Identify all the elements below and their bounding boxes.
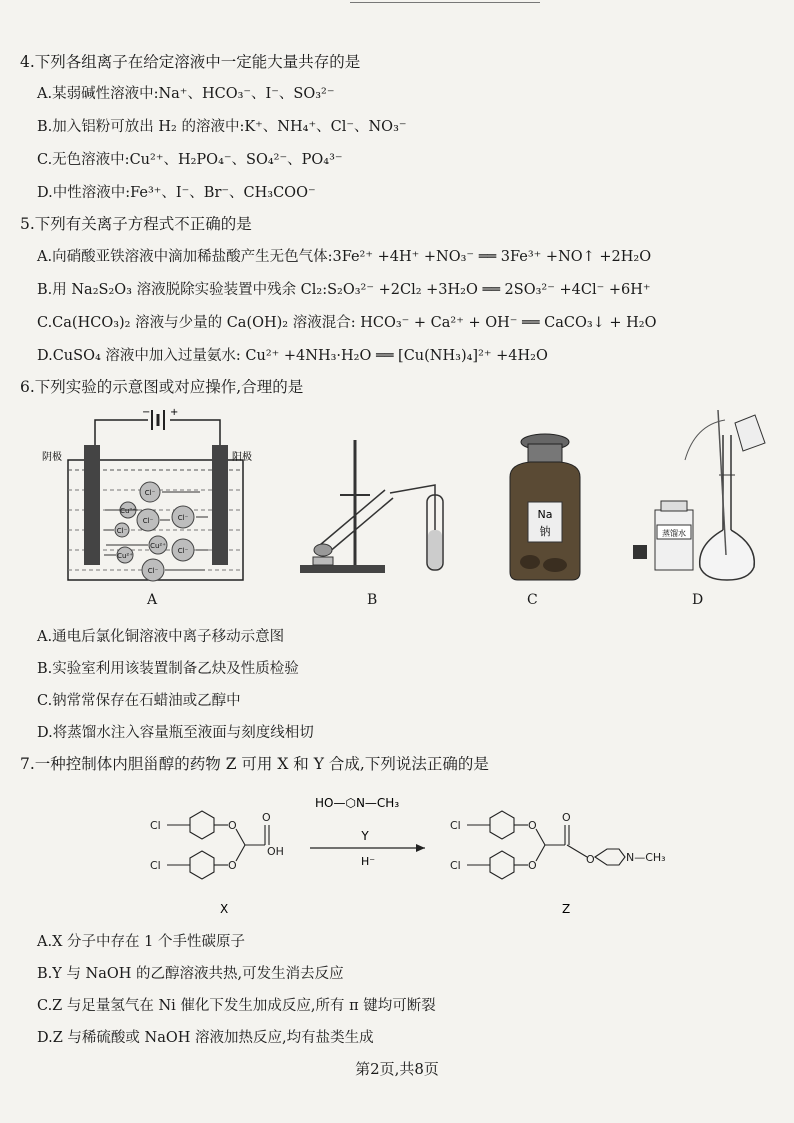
q7-option-b: B.Y 与 NaOH 的乙醇溶液共热,可发生消去反应 xyxy=(37,966,344,982)
q6-stem: 6.下列实验的示意图或对应操作,合理的是 xyxy=(20,378,304,396)
figure-d-volumetric-flask xyxy=(625,405,770,585)
z-cl-2: Cl xyxy=(450,859,461,872)
q6-option-a: A.通电后氯化铜溶液中离子移动示意图 xyxy=(37,629,285,645)
figure-a-label: A xyxy=(147,592,158,608)
q4-option-c: C.无色溶液中:Cu²⁺、H₂PO₄⁻、SO₄²⁻、PO₄³⁻ xyxy=(37,152,343,168)
figure-c-sodium-bottle xyxy=(500,432,590,582)
figure-b-label: B xyxy=(367,592,378,608)
q6-option-c: C.钠常常保存在石蜡油或乙醇中 xyxy=(37,693,241,709)
minus-sign: − xyxy=(142,407,151,418)
z-cl-1: Cl xyxy=(450,819,461,832)
anode-label: 阳极 xyxy=(232,452,252,463)
sodium-symbol: Na xyxy=(537,508,553,521)
q4-option-b: B.加入铝粉可放出 H₂ 的溶液中:K⁺、NH₄⁺、Cl⁻、NO₃⁻ xyxy=(37,119,407,135)
figure-a-electrolysis xyxy=(40,405,270,590)
cl-ion-label: Cl⁻ xyxy=(177,514,189,522)
sodium-name: 钠 xyxy=(539,525,551,538)
x-o-2: O xyxy=(228,859,237,872)
x-cl-2: Cl xyxy=(150,859,161,872)
cl-ion-label: Cl⁻ xyxy=(177,547,189,555)
cl-ion-label: Cl⁻ xyxy=(144,489,156,497)
page-footer: 第2页,共8页 xyxy=(355,1060,439,1078)
figure-d-label: D xyxy=(692,592,704,608)
figure-c-label: C xyxy=(527,592,538,608)
z-carbonyl-o: O xyxy=(562,811,571,824)
q6-option-b: B.实验室利用该装置制备乙炔及性质检验 xyxy=(37,661,299,677)
z-o-2: O xyxy=(528,859,537,872)
q5-stem: 5.下列有关离子方程式不正确的是 xyxy=(20,215,252,233)
cl-ion-label: Cl⁻ xyxy=(116,527,128,535)
q4-stem: 4.下列各组离子在给定溶液中一定能大量共存的是 xyxy=(20,53,361,71)
q5-option-a: A.向硝酸亚铁溶液中滴加稀盐酸产生无色气体:3Fe²⁺ +4H⁺ +NO₃⁻ ══ 3Fe³⁺ +NO↑ +2H₂O xyxy=(37,249,652,265)
cl-ion-label: Cl⁻ xyxy=(142,517,154,525)
x-cl-1: Cl xyxy=(150,819,161,832)
plus-sign: + xyxy=(170,407,179,418)
q5-option-d: D.CuSO₄ 溶液中加入过量氨水: Cu²⁺ +4NH₃·H₂O ══ [Cu(NH₃)₄]²⁺ +4H₂O xyxy=(37,348,548,364)
reagent-y: HO—⬡N—CH₃ xyxy=(315,796,400,810)
reaction-scheme xyxy=(150,785,710,920)
q7-stem: 7.一种控制体内胆甾醇的药物 Z 可用 X 和 Y 合成,下列说法正确的是 xyxy=(20,755,489,773)
x-oh: OH xyxy=(267,845,284,858)
x-o-1: O xyxy=(228,819,237,832)
molecule-x-label: X xyxy=(220,902,229,916)
distilled-water-label: 蒸馏水 xyxy=(662,529,686,538)
z-ester-o: O xyxy=(586,853,595,866)
q4-option-a: A.某弱碱性溶液中:Na⁺、HCO₃⁻、I⁻、SO₃²⁻ xyxy=(37,86,335,102)
cu-ion-label: Cu²⁺ xyxy=(120,507,136,515)
q7-option-c: C.Z 与足量氢气在 Ni 催化下发生加成反应,所有 π 键均可断裂 xyxy=(37,998,436,1014)
molecule-z-label: Z xyxy=(562,902,571,916)
q7-option-a: A.X 分子中存在 1 个手性碳原子 xyxy=(37,934,245,950)
reagent-y-label: Y xyxy=(361,829,369,843)
figure-b-apparatus xyxy=(295,435,455,580)
q6-option-d: D.将蒸馏水注入容量瓶至液面与刻度线相切 xyxy=(37,725,314,741)
cu-ion-label: Cu²⁺ xyxy=(117,552,133,560)
z-o-1: O xyxy=(528,819,537,832)
cathode-label: 阴极 xyxy=(42,452,62,463)
q5-option-c: C.Ca(HCO₃)₂ 溶液与少量的 Ca(OH)₂ 溶液混合: HCO₃⁻ + Ca²⁺ + OH⁻ ══ CaCO₃↓ + H₂O xyxy=(37,315,657,331)
z-n-ch3: N—CH₃ xyxy=(626,851,666,864)
q5-option-b: B.用 Na₂S₂O₃ 溶液脱除实验装置中残余 Cl₂:S₂O₃²⁻ +2Cl₂ +3H₂O ══ 2SO₃²⁻ +4Cl⁻ +6H⁺ xyxy=(37,282,651,298)
cu-ion-label: Cu²⁺ xyxy=(150,542,166,550)
q4-option-d: D.中性溶液中:Fe³⁺、I⁻、Br⁻、CH₃COO⁻ xyxy=(37,185,316,201)
cl-ion-label: Cl⁻ xyxy=(147,567,159,575)
reaction-condition: H⁻ xyxy=(360,855,376,868)
x-carbonyl-o: O xyxy=(262,811,271,824)
q7-option-d: D.Z 与稀硫酸或 NaOH 溶液加热反应,均有盐类生成 xyxy=(37,1030,374,1046)
